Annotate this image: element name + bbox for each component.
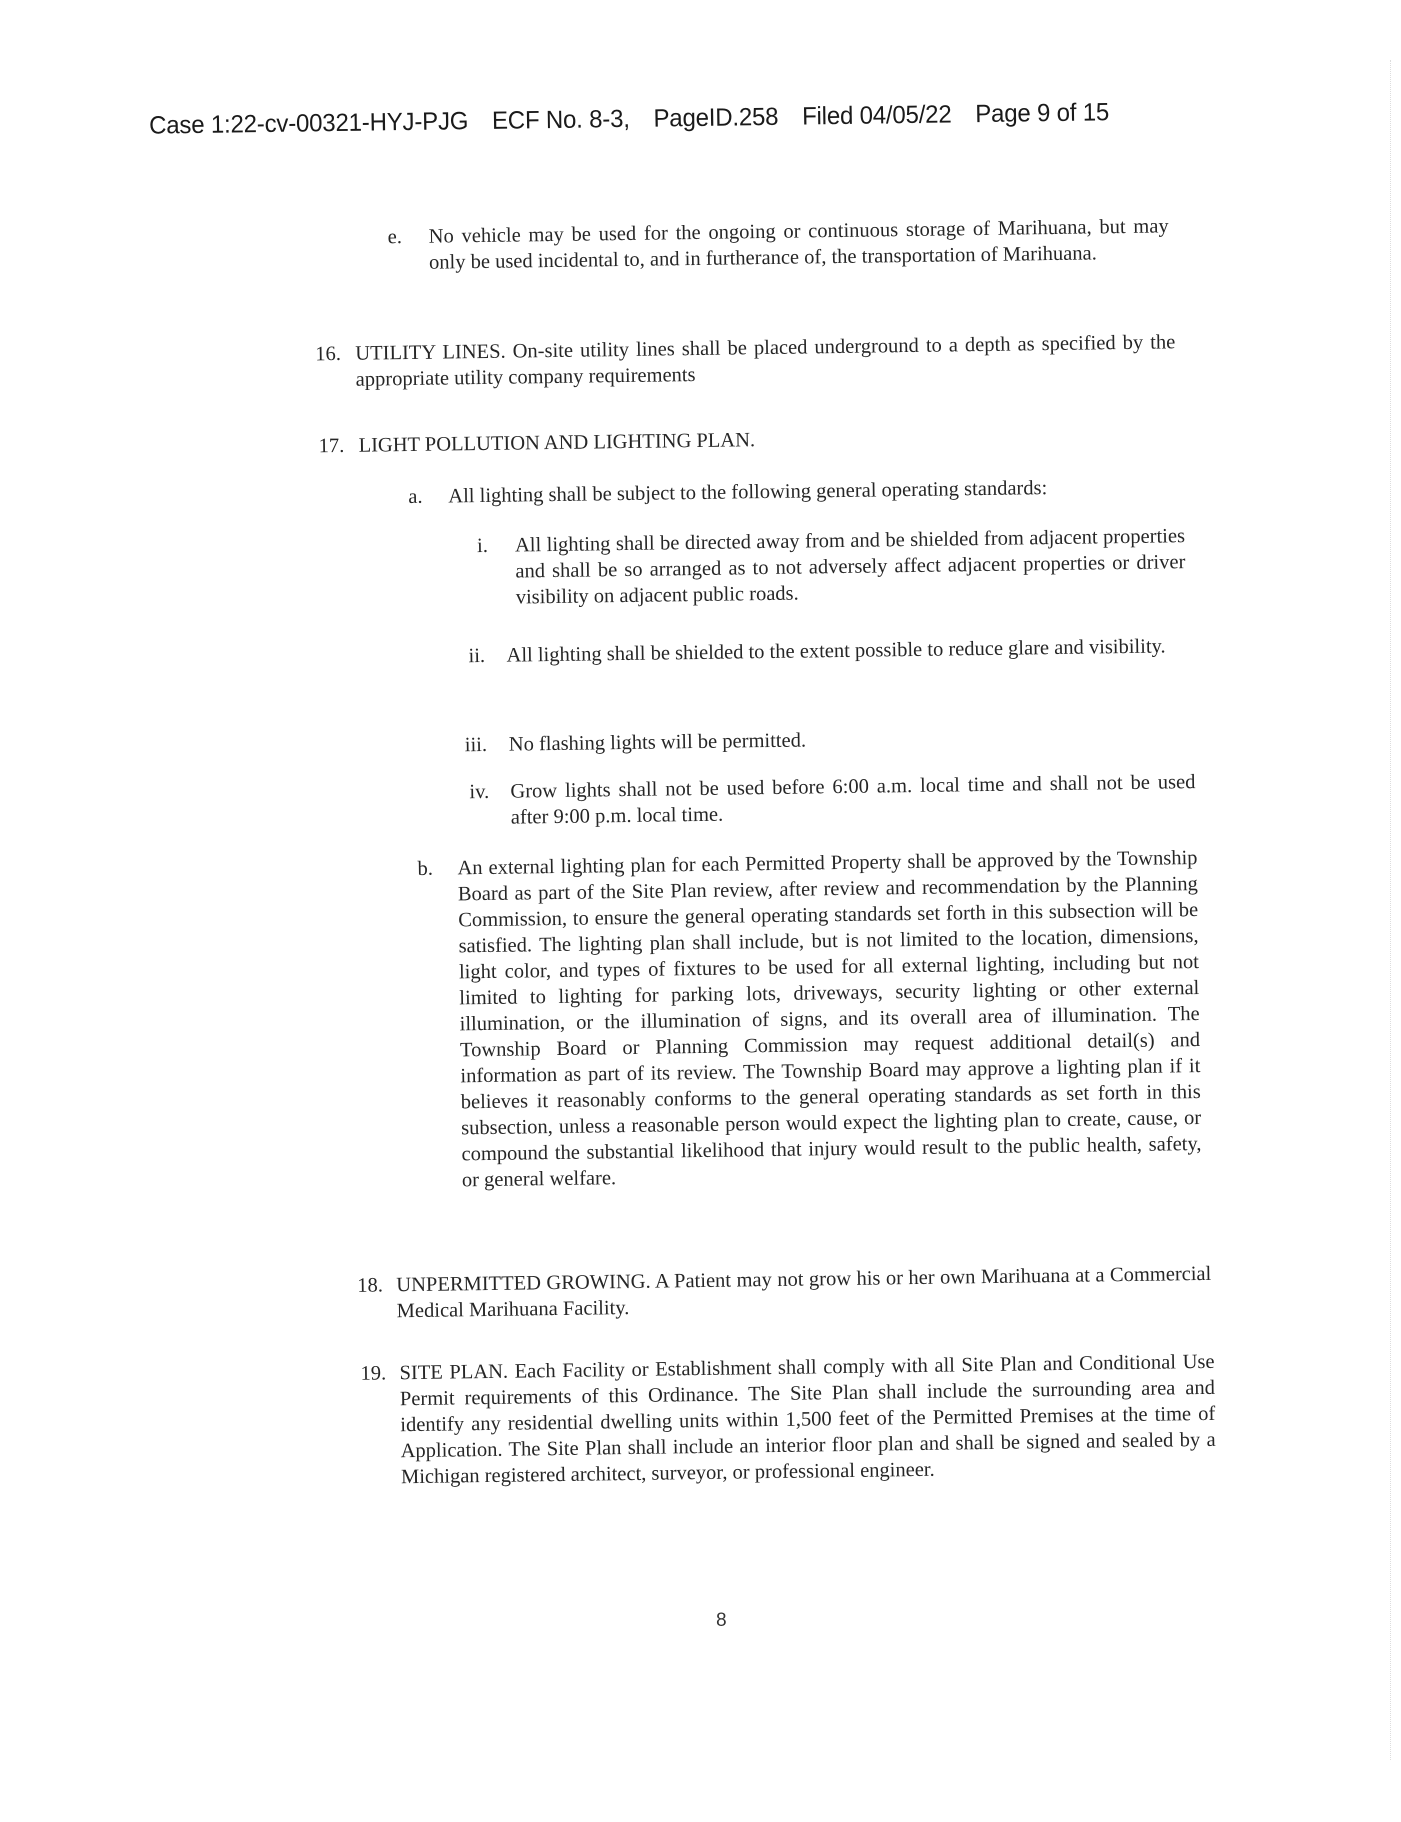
item-label: i. (476, 534, 489, 558)
ecf-header (149, 98, 1127, 141)
section-text: UTILITY LINES. On-site utility lines shall be placed underground to a depth as specified by the appropriate utility company requirements (355, 331, 1176, 391)
item-text: Grow lights shall not be used before 6:00 a.m. local time and shall not be used after 9:00 p.m. local time. (510, 771, 1196, 829)
page-number: 8 (715, 1609, 727, 1631)
item-text: All lighting shall be directed away from and be shielded from adjacent properties and shall be so arranged as to not adversely affect adjacent properties or driver visibility on adjacent public roads. (514, 525, 1186, 609)
item-text: An external lighting plan for each Permitted Property shall be approved by the Township Board as part of the Site Plan review, after review and recommendation by the Planning Commission, to ensure the general operating standards set forth in this subsection will be satisfied. The lighting plan shall include, but is not limited to the location, dimensions, light color, and types of fixtures to be used for all external lighting, including but not limited to lighting for parking lots, driveways, security lighting or other external illumination, or the illumination of signs, and its overall area of illumination. The Township Board or Planning Commission may request additional detail(s) and information as part of its review. The Township Board may approve a lighting plan if it believes it reasonably conforms to the general operating standards as set forth in this subsection, unless a reasonable person would expect the lighting plan to create, cause, or compound the substantial likelihood that injury would result to the public health, safety, or general welfare. (457, 847, 1202, 1192)
section-number: 16. (315, 342, 342, 366)
item-label: e. (387, 226, 403, 249)
item-label: iii. (464, 733, 488, 757)
item-text: All lighting shall be subject to the following general operating standards: (448, 477, 1048, 508)
filed-date: Filed 04/05/22 (801, 100, 952, 131)
item-label: b. (417, 857, 434, 880)
section-text: UNPERMITTED GROWING. A Patient may not grow his or her own Marihuana at a Commercial Medical Marihuana Facility. (396, 1262, 1212, 1323)
page-id: PageID.258 (653, 102, 779, 133)
item-label: a. (408, 485, 423, 509)
section-heading: LIGHT POLLUTION AND LIGHTING PLAN. (358, 429, 756, 457)
scan-edge (1390, 60, 1401, 1760)
case-number: Case 1:22-cv-00321-HYJ-PJG (148, 107, 469, 140)
item-label: ii. (468, 644, 486, 668)
section-number: 18. (357, 1274, 384, 1297)
section-number: 17. (318, 434, 345, 458)
item-text: No flashing lights will be permitted. (508, 729, 807, 756)
item-label: iv. (469, 780, 490, 804)
item-text: No vehicle may be used for the ongoing or continuous storage of Marihuana, but may only be used incidental to, and in furtherance of, the transportation of Marihuana. (428, 215, 1169, 274)
ecf-number: ECF No. 8-3, (491, 104, 630, 135)
section-number: 19. (360, 1362, 387, 1385)
section-text: SITE PLAN. Each Facility or Establishment shall comply with all Site Plan and Conditional Use Permit requirements of this Ordinance. The Site Plan shall include the surrounding area and identify any residential dwelling units within 1,500 feet of the Permitted Premises at the time of Application. The Site Plan shall include an interior floor plan and shall be signed and sealed by a Michigan registered architect, surveyor, or professional engineer. (399, 1350, 1216, 1489)
page-of: Page 9 of 15 (975, 98, 1110, 129)
item-text: All lighting shall be shielded to the extent possible to reduce glare and visibility. (506, 635, 1166, 667)
